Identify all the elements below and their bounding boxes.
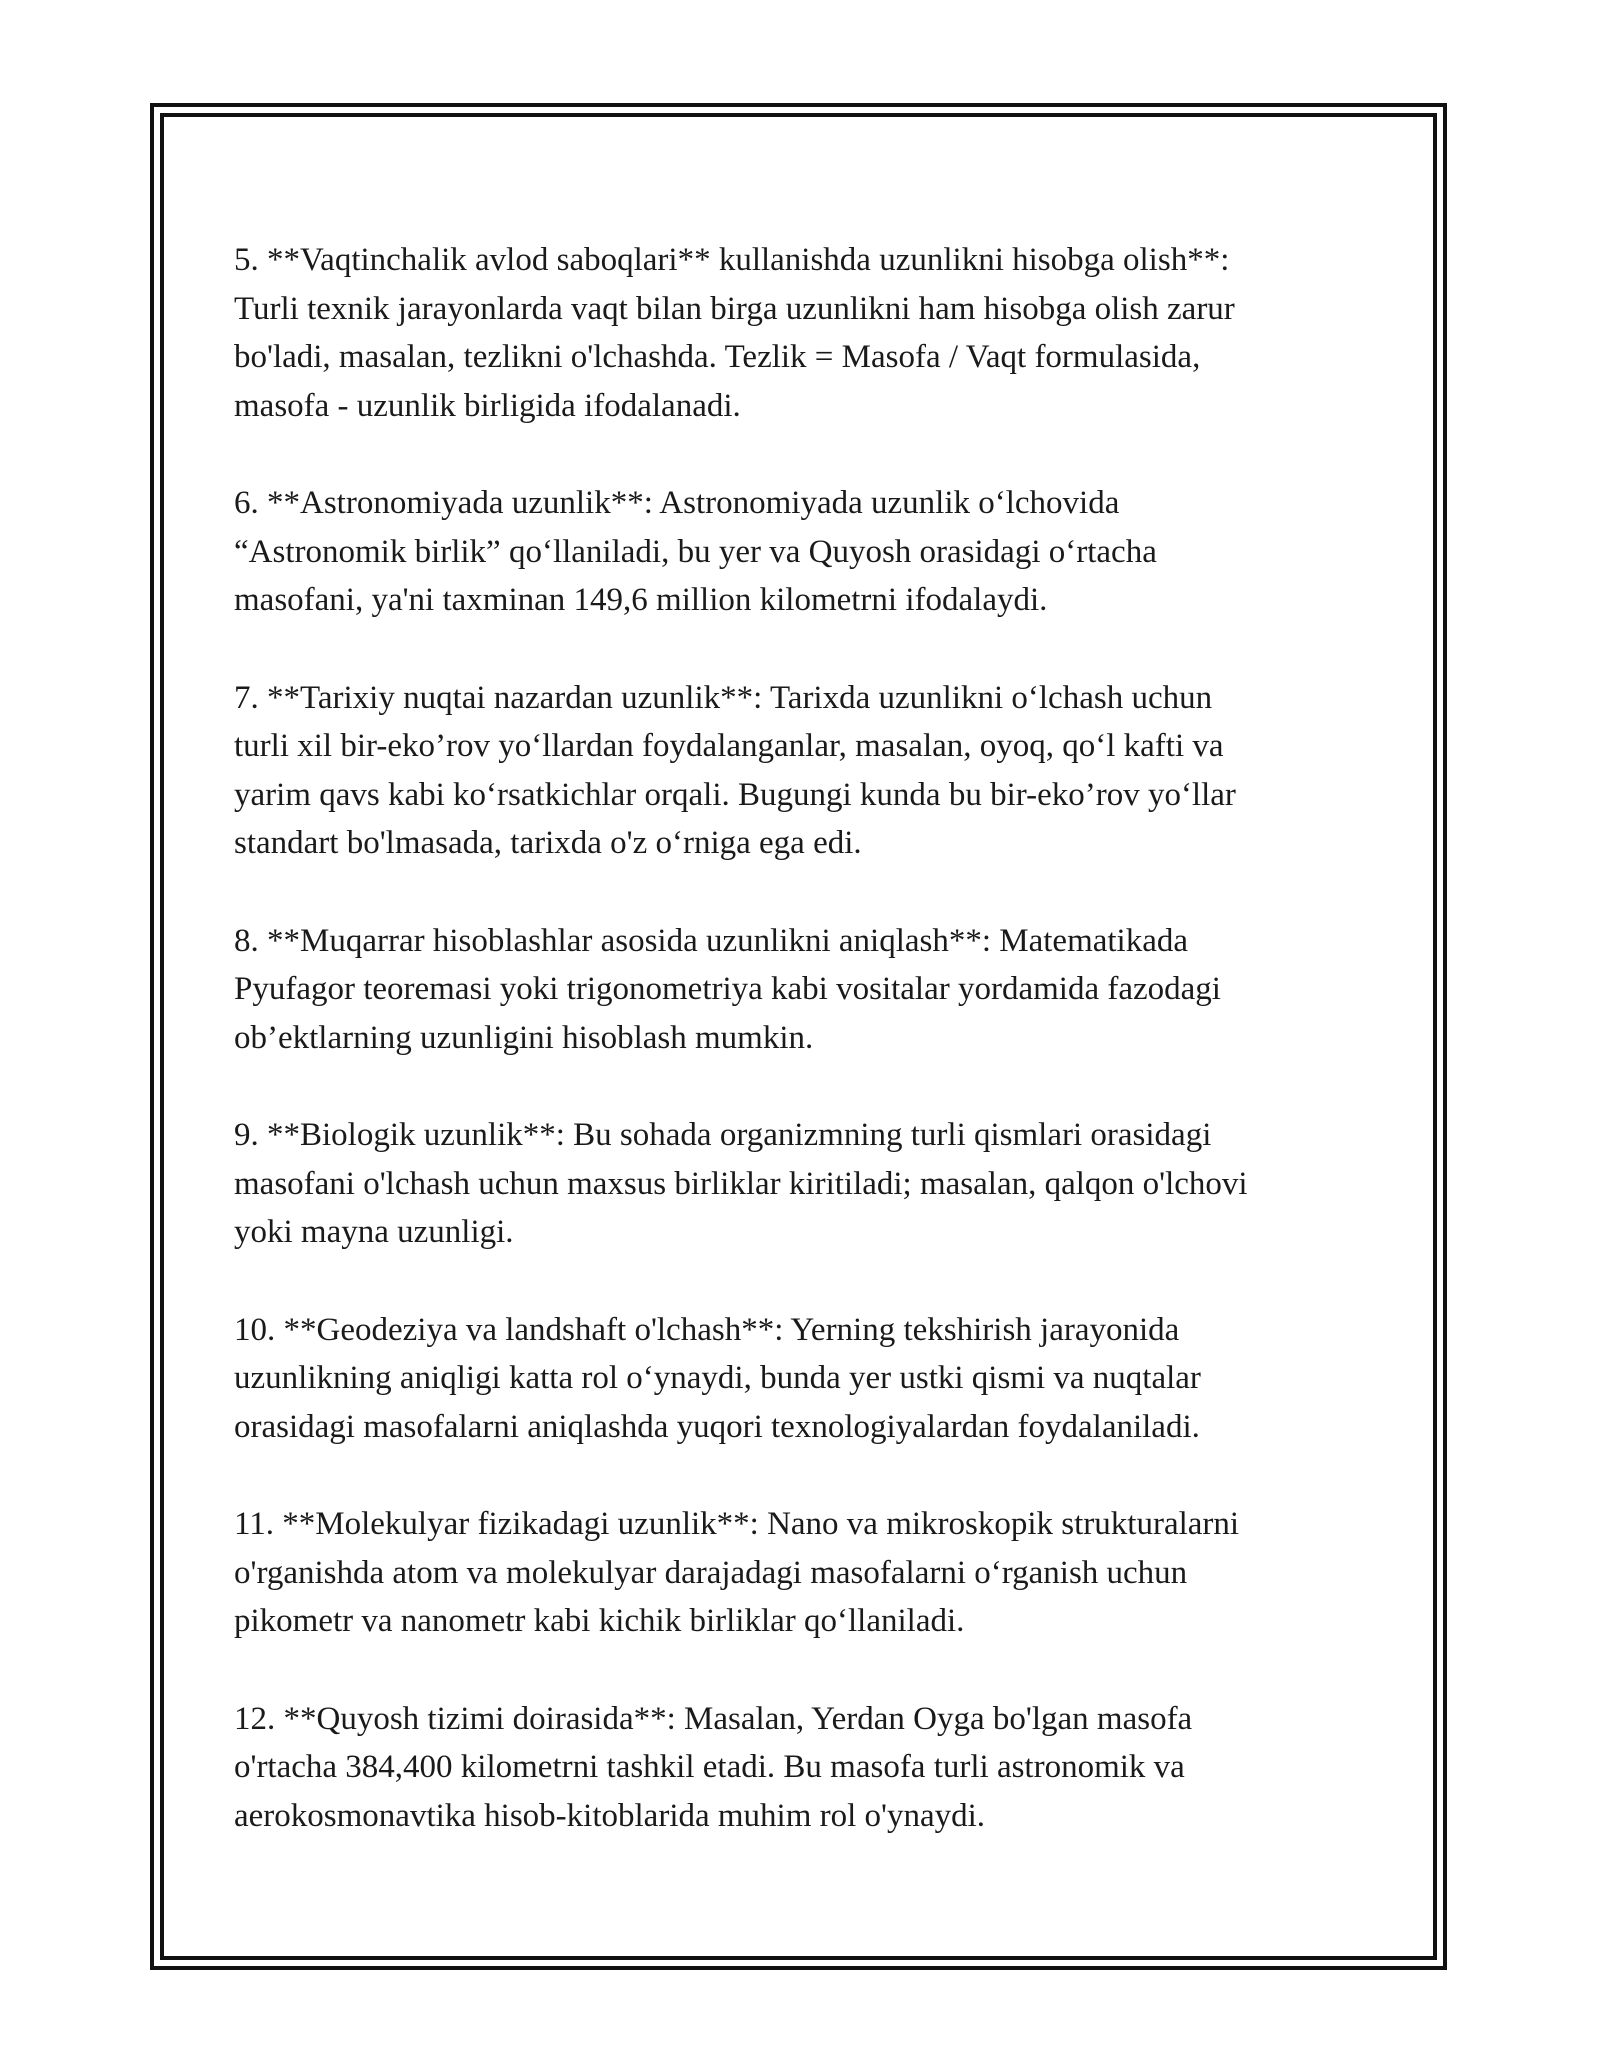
text-line: Turli texnik jarayonlarda vaqt bilan birga uzunlikni ham hisobga olish zarur [234, 290, 1235, 327]
paragraph-item-7 [234, 674, 1364, 868]
text-line: masofa - uzunlik birligida ifodalanadi. [234, 387, 741, 424]
text-line: masofani, ya'ni taxminan 149,6 million kilometrni ifodalaydi. [234, 582, 1048, 618]
text-line: o'rtacha 384,400 kilometrni tashkil etadi. Bu masofa turli astronomik va [234, 1749, 1185, 1785]
text-line: standart bo'lmasada, tarixda o'z o‘rniga ega edi. [234, 825, 862, 861]
document-body [234, 236, 1364, 1840]
text-line: o'rganishda atom va molekulyar darajadagi masofalarni o‘rganish uchun [234, 1554, 1188, 1591]
text-line: 7. **Tarixiy nuqtai nazardan uzunlik**: Tarixda uzunlikni o‘lchash uchun [234, 679, 1213, 716]
text-line: yarim qavs kabi ko‘rsatkichlar orqali. Bugungi kunda bu bir-eko’rov yo‘llar [234, 776, 1236, 813]
paragraph-item-12 [234, 1695, 1364, 1841]
text-line: 12. **Quyosh tizimi doirasida**: Masalan, Yerdan Oyga bo'lgan masofa [234, 1700, 1193, 1737]
text-line: 11. **Molekulyar fizikadagi uzunlik**: Nano va mikroskopik strukturalarni [234, 1506, 1240, 1542]
text-line: 5. **Vaqtinchalik avlod saboqlari** kullanishda uzunlikni hisobga olish**: [234, 242, 1230, 278]
text-line: ob’ektlarning uzunligini hisoblash mumkin. [234, 1019, 814, 1056]
text-line: masofani o'lchash uchun maxsus birliklar kiritiladi; masalan, qalqon o'lchovi [234, 1165, 1248, 1202]
text-line: 9. **Biologik uzunlik**: Bu sohada organizmning turli qismlari orasidagi [234, 1117, 1212, 1153]
text-line: bo'ladi, masalan, tezlikni o'lchashda. Tezlik = Masofa / Vaqt formulasida, [234, 339, 1201, 375]
text-line: 6. **Astronomiyada uzunlik**: Astronomiyada uzunlik o‘lchovida [234, 485, 1120, 521]
paragraph-item-11 [234, 1500, 1364, 1646]
text-line: turli xil bir-eko’rov yo‘llardan foydalanganlar, masalan, oyoq, qo‘l kafti va [234, 728, 1224, 764]
text-line: 10. **Geodeziya va landshaft o'lchash**: Yerning tekshirish jarayonida [234, 1311, 1180, 1348]
text-line: pikometr va nanometr kabi kichik birliklar qo‘llaniladi. [234, 1603, 965, 1639]
paragraph-item-10 [234, 1306, 1364, 1452]
text-line: yoki mayna uzunligi. [234, 1214, 514, 1250]
text-line: Pyufagor teoremasi yoki trigonometriya kabi vositalar yordamida fazodagi [234, 971, 1221, 1007]
text-line: 8. **Muqarrar hisoblashlar asosida uzunlikni aniqlash**: Matematikada [234, 922, 1189, 959]
paragraph-item-9 [234, 1111, 1364, 1257]
text-line: aerokosmonavtika hisob-kitoblarida muhim rol o'ynaydi. [234, 1797, 986, 1834]
paragraph-item-8 [234, 917, 1364, 1063]
text-line: “Astronomik birlik” qo‘llaniladi, bu yer va Quyosh orasidagi o‘rtacha [234, 533, 1157, 570]
paragraph-item-6 [234, 479, 1364, 625]
text-line: uzunlikning aniqligi katta rol o‘ynaydi, bunda yer ustki qismi va nuqtalar [234, 1360, 1201, 1396]
paragraph-item-5 [234, 236, 1364, 430]
text-line: orasidagi masofalarni aniqlashda yuqori texnologiyalardan foydalaniladi. [234, 1408, 1200, 1445]
